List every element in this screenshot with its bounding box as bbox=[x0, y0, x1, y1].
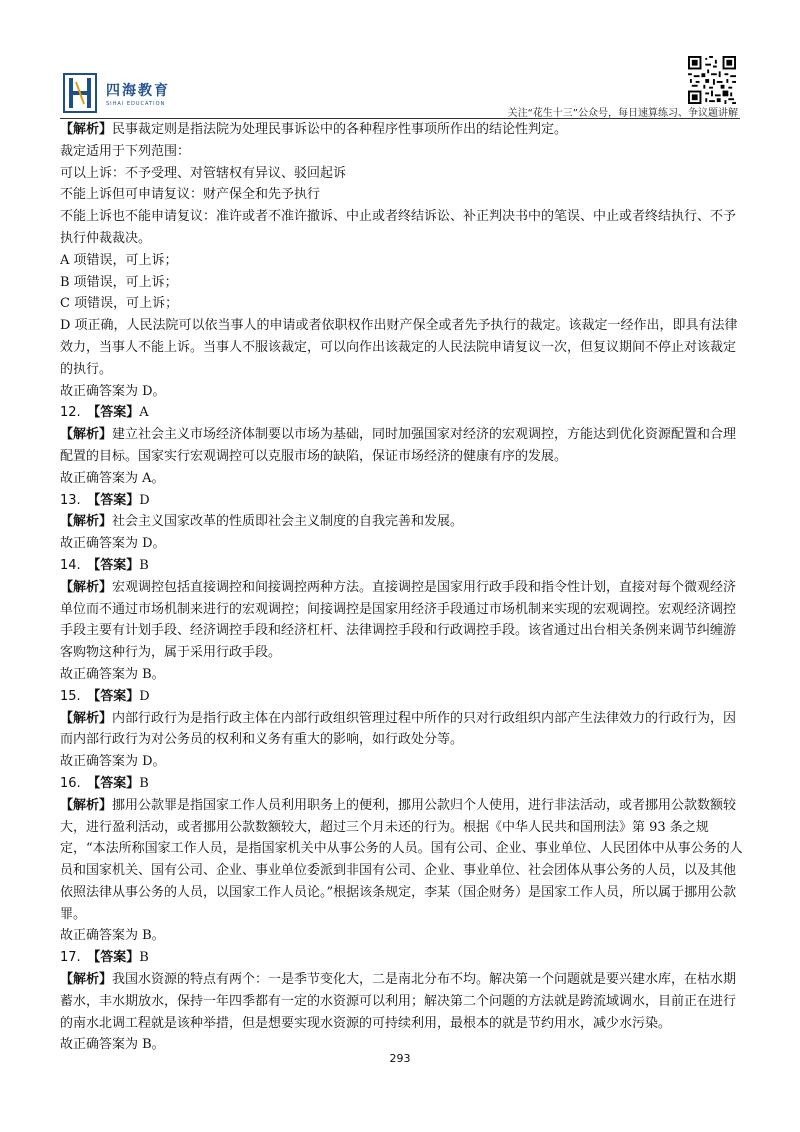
content-paragraph bbox=[60, 315, 744, 380]
paragraph-text: 故正确答案为 D。 bbox=[60, 754, 166, 770]
content-paragraph bbox=[60, 795, 744, 926]
content-paragraph bbox=[60, 969, 744, 1034]
paragraph-text: 故正确答案为 D。 bbox=[60, 383, 166, 399]
section-label: 【答案】 bbox=[93, 775, 140, 791]
section-label: 【解析】 bbox=[60, 972, 113, 988]
paragraph-text: 故正确答案为 B。 bbox=[60, 666, 165, 682]
paragraph-text: 故正确答案为 B。 bbox=[60, 928, 165, 944]
paragraph-text: B bbox=[139, 775, 149, 791]
paragraph-text: B bbox=[139, 950, 149, 966]
question-number: 13. bbox=[60, 492, 94, 508]
header-tagline: 关注“花生十三”公众号，每日速算练习、争议题讲解 bbox=[507, 108, 738, 119]
paragraph-text: C 项错误，可上诉； bbox=[60, 296, 179, 312]
content-paragraph bbox=[60, 250, 744, 272]
content-paragraph bbox=[60, 555, 744, 577]
content-paragraph bbox=[60, 119, 744, 141]
answer-content bbox=[60, 119, 744, 1056]
content-paragraph bbox=[60, 664, 744, 686]
section-label: 【答案】 bbox=[93, 492, 140, 508]
paragraph-text: A bbox=[139, 405, 149, 421]
content-paragraph bbox=[60, 686, 744, 708]
paragraph-text: 故正确答案为 D。 bbox=[60, 536, 166, 552]
paragraph-text: D 项正确，人民法院可以依当事人的申请或者依职权作出财产保全或者先予执行的裁定。该裁定一经作出，即具有法律效力，当事人不能上诉。当事人不服该裁定，可以向作出该裁定的人民法院申请复议一次，但复议期间不停止对该裁定的执行。 bbox=[60, 318, 738, 377]
paragraph-text: D bbox=[139, 492, 150, 508]
logo-title: 四海教育 bbox=[106, 83, 170, 99]
content-paragraph bbox=[60, 402, 744, 424]
page-header bbox=[0, 0, 800, 120]
content-paragraph bbox=[60, 751, 744, 773]
paragraph-text: 不能上诉也不能申请复议：准许或者不准许撤诉、中止或者终结诉讼、补正判决书中的笔误、中止或者终结执行、不予执行仲裁裁决。 bbox=[60, 209, 737, 246]
section-label: 【解析】 bbox=[60, 579, 113, 595]
content-paragraph bbox=[60, 424, 744, 468]
paragraph-text: D bbox=[139, 688, 150, 704]
section-label: 【解析】 bbox=[60, 514, 113, 530]
content-paragraph bbox=[60, 293, 744, 315]
qr-code-icon bbox=[688, 56, 736, 104]
paragraph-text: B 项错误，可上诉； bbox=[60, 274, 178, 290]
paragraph-text: 故正确答案为 A。 bbox=[60, 470, 165, 486]
paragraph-text: 内部行政行为是指行政主体在内部行政组织管理过程中所作的只对行政组织内部产生法律效力的行政行为，因而内部行政行为对公务员的权利和义务有重大的影响，如行政处分等。 bbox=[60, 710, 737, 748]
section-label: 【解析】 bbox=[60, 710, 113, 726]
content-paragraph bbox=[60, 468, 744, 490]
question-number: 16. bbox=[60, 775, 94, 791]
paragraph-text: 社会主义国家改革的性质即社会主义制度的自我完善和发展。 bbox=[112, 514, 464, 530]
paragraph-text: 民事裁定则是指法院为处理民事诉讼中的各种程序性事项所作出的结论性判定。 bbox=[112, 122, 568, 137]
content-paragraph bbox=[60, 184, 744, 206]
paragraph-text: 我国水资源的特点有两个：一是季节变化大，二是南北分布不均。解决第一个问题就是要兴建水库，在枯水期蓄水，丰水期放水，保持一年四季都有一定的水资源可以利用；解决第二个问题的方法就是跨流域调水，目前正在进行的南水北调工程就是该种举措，但是想要实现水资源的可持续利用，最根本的就是节约用水，减少水污染。 bbox=[60, 972, 737, 1031]
section-label: 【答案】 bbox=[93, 688, 140, 704]
paragraph-text: B bbox=[139, 557, 149, 573]
logo-subtitle: SIHAI EDUCATION bbox=[106, 101, 166, 107]
content-paragraph bbox=[60, 163, 744, 185]
section-label: 【解析】 bbox=[60, 797, 113, 813]
content-paragraph bbox=[60, 708, 744, 752]
content-paragraph bbox=[60, 141, 744, 163]
paragraph-text: 故正确答案为 B。 bbox=[60, 1037, 165, 1053]
content-paragraph bbox=[60, 206, 744, 250]
paragraph-text: 挪用公款罪是指国家工作人员利用职务上的便利，挪用公款归个人使用，进行非法活动，或者挪用公款数额较大，进行盈利活动，或者挪用公款数额较大，超过三个月未还的行为。根据《中华人民共和国刑法》第 93 条之规定，“本法所称国家工作人员，是指国家机关中从事公务的人员。国有公司、企业、事业单位、人民团体中从事公务的人员和国家机关、国有公司、企业、事业单位委派到非国有公司、企业、事业单位、社会团体从事公务的人员，以及其他依照法律从事公务的人员，以国家工作人员论。”根据该条规定，李某（国企财务）是国家工作人员，所以属于挪用公款罪。 bbox=[60, 797, 743, 922]
section-label: 【答案】 bbox=[93, 557, 140, 573]
paragraph-text: 宏观调控包括直接调控和间接调控两种方法。直接调控是国家用行政手段和指令性计划，直接对每个微观经济单位而不通过市场机制来进行的宏观调控；间接调控是国家用经济手段通过市场机制来实现的宏观调控。宏观经济调控手段主要有计划手段、经济调控手段和经济杠杆、法律调控手段和行政调控手段。该省通过出台相关条例来调节纠缠游客购物这种行为，属于采用行政手段。 bbox=[60, 579, 737, 661]
paragraph-text: 不能上诉但可申请复议：财产保全和先予执行 bbox=[60, 187, 321, 203]
question-number: 14. bbox=[60, 557, 94, 573]
page-number: 293 bbox=[389, 1052, 411, 1065]
content-paragraph bbox=[60, 511, 744, 533]
question-number: 12. bbox=[60, 405, 94, 421]
logo bbox=[62, 68, 192, 118]
content-paragraph bbox=[60, 490, 744, 512]
content-paragraph bbox=[60, 925, 744, 947]
content-paragraph bbox=[60, 272, 744, 294]
section-label: 【解析】 bbox=[60, 122, 113, 137]
content-paragraph bbox=[60, 533, 744, 555]
paragraph-text: 可以上诉：不予受理、对管辖权有异议、驳回起诉 bbox=[60, 165, 347, 181]
logo-icon bbox=[62, 72, 98, 114]
content-paragraph bbox=[60, 577, 744, 664]
paragraph-text: 裁定适用于下列范围： bbox=[60, 143, 191, 159]
content-paragraph bbox=[60, 381, 744, 403]
content-paragraph bbox=[60, 773, 744, 795]
content-paragraph bbox=[60, 947, 744, 969]
question-number: 15. bbox=[60, 688, 94, 704]
section-label: 【解析】 bbox=[60, 427, 113, 443]
paragraph-text: 建立社会主义市场经济体制要以市场为基础，同时加强国家对经济的宏观调控，方能达到优化资源配置和合理配置的目标。国家实行宏观调控可以克服市场的缺陷，保证市场经济的健康有序的发展。 bbox=[60, 427, 737, 464]
section-label: 【答案】 bbox=[93, 950, 140, 966]
section-label: 【答案】 bbox=[93, 405, 140, 421]
question-number: 17. bbox=[60, 950, 94, 966]
paragraph-text: A 项错误，可上诉； bbox=[60, 252, 178, 268]
